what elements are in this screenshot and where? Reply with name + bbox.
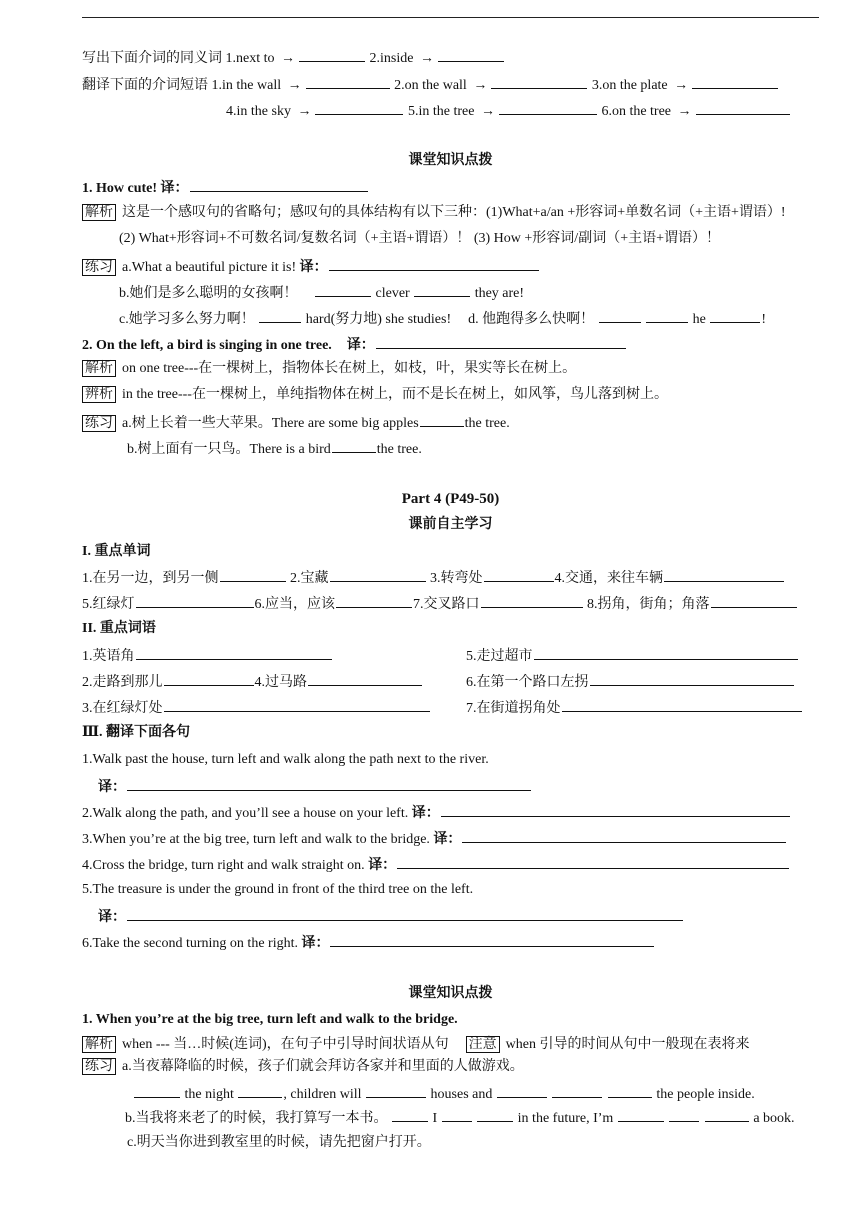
practice-text: b.树上面有一只鸟。There is a bird — [127, 442, 331, 457]
answer-blank[interactable] — [562, 698, 802, 712]
answer-blank[interactable] — [696, 101, 790, 115]
answer-blank[interactable] — [332, 439, 376, 453]
practice-text: clever — [375, 286, 410, 301]
key-words-line-2 — [82, 594, 798, 612]
practice-line-a-english — [133, 1084, 755, 1102]
translate-label: 译： — [433, 832, 462, 847]
answer-blank[interactable] — [238, 1084, 282, 1098]
synonyms-label: 写出下面介词的同义词 — [82, 51, 222, 66]
question-1-title — [82, 178, 369, 196]
practice-text: ! — [761, 312, 767, 327]
answer-blank[interactable] — [414, 283, 470, 297]
arrow-icon: → — [287, 78, 302, 93]
practice-line-c — [119, 309, 766, 327]
sentence-text: 2.Walk along the path, and you’ll see a house on your left. — [82, 806, 409, 821]
practice-text: b.当我将来老了的时候，我打算写一本书。 — [125, 1111, 388, 1126]
word-item: 1.在另一边，到另一侧 — [82, 571, 219, 586]
practice-line-b — [125, 1108, 795, 1126]
answer-blank[interactable] — [220, 568, 286, 582]
translate-label: 译： — [98, 780, 126, 795]
answer-blank[interactable] — [127, 777, 531, 791]
practice-line-a — [82, 257, 540, 275]
translate-label: 译： — [346, 338, 375, 353]
top-rule — [82, 17, 819, 18]
part-subtitle: 课前自主学习 — [408, 517, 493, 532]
word-item: 4.交通，来往车辆 — [554, 571, 663, 586]
answer-blank[interactable] — [664, 568, 784, 582]
answer-blank[interactable] — [499, 101, 597, 115]
sentence-1-answer — [98, 777, 532, 795]
answer-blank[interactable] — [299, 48, 365, 62]
practice-text: hard(努力地) she studies! — [305, 312, 452, 327]
translate-label: 译： — [301, 936, 330, 951]
word-item: 6.应当，应该 — [254, 597, 335, 612]
phrase-row — [466, 672, 795, 690]
answer-blank[interactable] — [190, 178, 368, 192]
analysis-line — [82, 360, 576, 378]
answer-blank[interactable] — [136, 646, 332, 660]
practice-text: , children will — [283, 1087, 362, 1102]
answer-blank[interactable] — [366, 1084, 426, 1098]
answer-blank[interactable] — [397, 855, 789, 869]
answer-blank[interactable] — [164, 672, 254, 686]
distinguish-line — [82, 386, 668, 404]
phrase-row — [466, 646, 799, 664]
practice-line-a — [82, 1058, 524, 1076]
phrase-item: 4.in the sky — [226, 104, 291, 119]
translate-phrases-line-2 — [226, 101, 791, 119]
practice-text: a.树上长着一些大苹果。There are some big apples — [122, 416, 419, 431]
analysis-tag: 解析 — [82, 204, 116, 221]
answer-blank[interactable] — [392, 1108, 428, 1122]
practice-tag: 练习 — [82, 1058, 116, 1075]
answer-blank[interactable] — [308, 672, 422, 686]
phrase-item: 6.在第一个路口左拐 — [466, 675, 589, 690]
synonym-item-1: 1.next to — [225, 51, 275, 66]
sentence-text: 3.When you’re at the big tree, turn left and walk to the bridge. — [82, 832, 430, 847]
answer-blank[interactable] — [306, 75, 390, 89]
answer-blank[interactable] — [534, 646, 798, 660]
translate-label: 译： — [98, 910, 126, 925]
practice-text: the people inside. — [656, 1087, 755, 1102]
answer-blank[interactable] — [599, 309, 641, 323]
practice-text: the tree. — [376, 442, 422, 457]
phrase-item: 2.走路到那儿 — [82, 675, 163, 690]
practice-text: houses and — [430, 1087, 493, 1102]
phrase-item: 3.on the plate — [591, 78, 668, 93]
question-2-title — [82, 335, 627, 353]
arrow-icon: → — [281, 51, 295, 66]
phrase-item: 2.on the wall — [394, 78, 467, 93]
practice-text: a.What a beautiful picture it is! — [122, 260, 297, 275]
answer-blank[interactable] — [442, 1108, 472, 1122]
practice-text: a book. — [753, 1111, 795, 1126]
part-title: Part 4 (P49-50) — [401, 491, 500, 507]
phrase-row — [82, 646, 333, 664]
analysis-line-1 — [82, 204, 786, 222]
question-1-title: 1. When you’re at the big tree, turn left and walk to the bridge. — [82, 1012, 458, 1027]
translate-phrases-label: 翻译下面的介词短语 — [82, 78, 208, 93]
practice-text: the night — [184, 1087, 234, 1102]
answer-blank[interactable] — [164, 698, 430, 712]
synonym-item-2: 2.inside — [369, 51, 414, 66]
word-item: 2.宝藏 — [290, 571, 329, 586]
analysis-line — [82, 1036, 749, 1054]
practice-text: I — [432, 1111, 438, 1126]
sentence-3 — [82, 829, 787, 847]
practice-line-a — [82, 413, 510, 431]
answer-blank[interactable] — [330, 568, 426, 582]
word-item: 3.转弯处 — [430, 571, 483, 586]
sentence-text: 6.Take the second turning on the right. — [82, 936, 298, 951]
answer-blank[interactable] — [127, 907, 683, 921]
answer-blank[interactable] — [462, 829, 786, 843]
arrow-icon: → — [674, 78, 689, 93]
note-text: when 引导的时间从句中一般现在表将来 — [505, 1037, 750, 1052]
answer-blank[interactable] — [481, 594, 583, 608]
answer-blank[interactable] — [710, 309, 760, 323]
sentence-text: 4.Cross the bridge, turn right and walk straight on. — [82, 858, 365, 873]
phrase-row — [82, 698, 431, 716]
arrow-icon: → — [480, 104, 495, 119]
phrase-row — [466, 698, 803, 716]
phrase-item: 6.on the tree — [601, 104, 672, 119]
answer-blank[interactable] — [376, 335, 626, 349]
practice-text: in the future, I’m — [517, 1111, 614, 1126]
arrow-icon: → — [677, 104, 692, 119]
practice-text: he — [692, 312, 706, 327]
note-tag: 注意 — [466, 1036, 500, 1053]
key-words-line-1 — [82, 568, 785, 586]
practice-tag: 练习 — [82, 259, 116, 276]
answer-blank[interactable] — [329, 257, 539, 271]
question-text: 2. On the left, a bird is singing in one tree. — [82, 338, 332, 353]
answer-blank[interactable] — [705, 1108, 749, 1122]
translate-label: 译： — [411, 806, 440, 821]
phrase-row — [82, 672, 423, 690]
section-heading: 课堂知识点拨 — [408, 153, 493, 168]
answer-blank[interactable] — [497, 1084, 547, 1098]
practice-text: d. 他跑得多么快啊！ — [468, 312, 595, 327]
sentence-6 — [82, 933, 655, 951]
phrase-item: 3.在红绿灯处 — [82, 701, 163, 716]
practice-text: they are! — [474, 286, 525, 301]
analysis-tag: 解析 — [82, 360, 116, 377]
answer-blank[interactable] — [136, 594, 254, 608]
translate-phrases-line-1 — [82, 75, 779, 93]
answer-blank[interactable] — [315, 101, 403, 115]
answer-blank[interactable] — [441, 803, 790, 817]
translate-label: 译： — [299, 260, 328, 275]
answer-blank[interactable] — [669, 1108, 699, 1122]
translate-label: 译： — [160, 181, 189, 196]
answer-blank[interactable] — [692, 75, 778, 89]
practice-text: the tree. — [464, 416, 510, 431]
answer-blank[interactable] — [552, 1084, 602, 1098]
word-item: 8.拐角，街角；角落 — [587, 597, 710, 612]
practice-text: b.她们是多么聪明的女孩啊！ — [119, 286, 298, 301]
analysis-line-2: (2) What+形容词+不可数名词/复数名词（+主语+谓语）！ (3) How +形容词/副词（+主语+谓语）！ — [119, 231, 720, 246]
answer-blank[interactable] — [438, 48, 504, 62]
sentence-2 — [82, 803, 791, 821]
phrase-item: 7.在街道拐角处 — [466, 701, 561, 716]
question-text: 1. How cute! — [82, 181, 158, 196]
answer-blank[interactable] — [608, 1084, 652, 1098]
answer-blank[interactable] — [618, 1108, 664, 1122]
practice-text: c.她学习多么努力啊！ — [119, 312, 255, 327]
distinguish-tag: 辨析 — [82, 386, 116, 403]
answer-blank[interactable] — [711, 594, 797, 608]
sentence-4 — [82, 855, 790, 873]
answer-blank[interactable] — [477, 1108, 513, 1122]
practice-line-c: c.明天当你进到教室里的时候，请先把窗户打开。 — [127, 1135, 431, 1150]
analysis-tag: 解析 — [82, 1036, 116, 1053]
practice-line-b — [119, 283, 524, 301]
analysis-text: on one tree---在一棵树上，指物体长在树上，如枝，叶，果实等长在树上。 — [122, 361, 577, 376]
answer-blank[interactable] — [336, 594, 412, 608]
practice-line-b — [127, 439, 422, 457]
answer-blank[interactable] — [484, 568, 554, 582]
word-item: 5.红绿灯 — [82, 597, 135, 612]
arrow-icon: → — [473, 78, 488, 93]
sentence-1: 1.Walk past the house, turn left and walk along the path next to the river. — [82, 752, 489, 767]
phrase-item: 5.in the tree — [407, 104, 475, 119]
arrow-icon: → — [419, 51, 434, 66]
phrase-item: 4.过马路 — [254, 675, 307, 690]
answer-blank[interactable] — [590, 672, 794, 686]
answer-blank[interactable] — [330, 933, 654, 947]
distinguish-text: in the tree---在一棵树上，单纯指物体在树上，而不是长在树上，如风筝，鸟儿落到树上。 — [122, 387, 668, 402]
sentence-5: 5.The treasure is under the ground in front of the third tree on the left. — [82, 882, 474, 897]
word-item: 7.交叉路口 — [413, 597, 480, 612]
phrase-item: 1.in the wall — [211, 78, 282, 93]
answer-blank[interactable] — [646, 309, 688, 323]
analysis-text: 这是一个感叹句的省略句；感叹句的具体结构有以下三种：(1)What+a/an +形容词+单数名词（+主语+谓语）! — [122, 205, 786, 220]
arrow-icon: → — [297, 104, 312, 119]
phrase-item: 5.走过超市 — [466, 649, 533, 664]
answer-blank[interactable] — [315, 283, 371, 297]
answer-blank[interactable] — [259, 309, 301, 323]
phrase-item: 1.英语角 — [82, 649, 135, 664]
key-phrases-heading: II. 重点词语 — [82, 621, 156, 636]
answer-blank[interactable] — [134, 1084, 180, 1098]
practice-tag: 练习 — [82, 415, 116, 432]
section-heading: 课堂知识点拨 — [408, 986, 493, 1001]
answer-blank[interactable] — [420, 413, 464, 427]
translate-label: 译： — [368, 858, 397, 873]
synonyms-line — [82, 48, 505, 66]
answer-blank[interactable] — [491, 75, 587, 89]
analysis-text: when --- 当…时候(连词)，在句子中引导时间状语从句 — [122, 1037, 449, 1052]
practice-text: a.当夜幕降临的时候，孩子们就会拜访各家并和里面的人做游戏。 — [122, 1059, 524, 1074]
translate-sentences-heading: Ⅲ. 翻译下面各句 — [82, 725, 191, 740]
key-words-heading: I. 重点单词 — [82, 544, 151, 559]
sentence-5-answer — [98, 907, 684, 925]
